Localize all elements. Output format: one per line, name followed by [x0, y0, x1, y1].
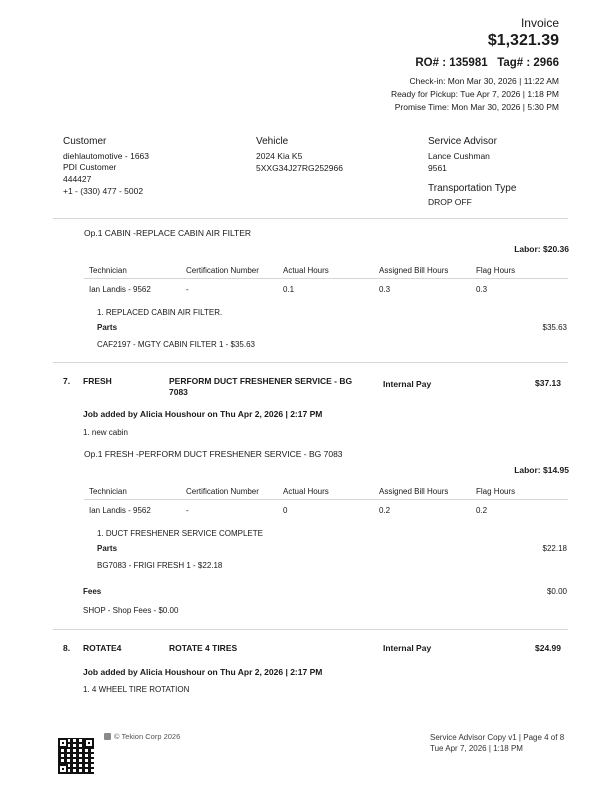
operation-line: Op.1 CABIN -REPLACE CABIN AIR FILTER — [84, 228, 252, 238]
job-number: 7. — [63, 376, 71, 386]
technician-header: Technician — [89, 487, 127, 496]
parts-label: Parts — [97, 544, 118, 553]
check-in-time: Check-in: Mon Mar 30, 2026 | 11:22 AM — [409, 76, 559, 86]
vehicle-vin: 5XXG34J27RG252966 — [256, 163, 343, 173]
customer-name: diehlautomotive - 1663 — [63, 151, 150, 161]
part-line: BG7083 - FRIGI FRESH 1 - $22.18 — [97, 561, 223, 570]
certification-number: - — [186, 285, 189, 294]
transportation-type-heading: Transportation Type — [428, 183, 517, 194]
flag-hours-header: Flag Hours — [476, 266, 516, 275]
actual-hours-header: Actual Hours — [283, 487, 329, 496]
actual-hours-header: Actual Hours — [283, 266, 329, 275]
invoice-total: $1,321.39 — [487, 32, 559, 49]
job-number: 8. — [63, 643, 71, 653]
assigned-hours: 0.2 — [379, 506, 391, 515]
pay-type: Internal Pay — [383, 643, 432, 653]
technician-name: Ian Landis - 9562 — [89, 285, 151, 294]
job-amount: $37.13 — [535, 378, 561, 388]
section-divider — [53, 362, 568, 363]
story-line: 1. DUCT FRESHENER SERVICE COMPLETE — [97, 529, 263, 538]
service-advisor-id: 9561 — [428, 163, 447, 173]
actual-hours: 0 — [283, 506, 288, 515]
job-code: ROTATE4 — [83, 643, 122, 653]
customer-phone: +1 - (330) 477 - 5002 — [63, 186, 144, 196]
assigned-hours: 0.3 — [379, 285, 391, 294]
fees-total: $0.00 — [546, 587, 567, 596]
ready-for-pickup-time: Ready for Pickup: Tue Apr 7, 2026 | 1:18 PM — [390, 89, 559, 99]
pay-type: Internal Pay — [383, 379, 432, 389]
flag-hours-header: Flag Hours — [476, 487, 516, 496]
assigned-hours-header: Assigned Bill Hours — [379, 487, 449, 496]
parts-total: $22.18 — [542, 544, 567, 553]
promise-time: Promise Time: Mon Mar 30, 2026 | 5:30 PM — [394, 102, 559, 112]
technician-name: Ian Landis - 9562 — [89, 506, 151, 515]
actual-hours: 0.1 — [283, 285, 295, 294]
transportation-type: DROP OFF — [428, 197, 472, 207]
service-advisor-name: Lance Cushman — [428, 151, 490, 161]
vehicle-heading: Vehicle — [256, 136, 289, 147]
fees-label: Fees — [83, 587, 102, 596]
labor-amount: Labor: $20.36 — [514, 244, 569, 254]
ro-tag-number: RO# : 135981 Tag# : 2966 — [415, 57, 559, 69]
labor-amount: Labor: $14.95 — [514, 465, 569, 475]
assigned-hours-header: Assigned Bill Hours — [379, 266, 449, 275]
flag-hours: 0.2 — [476, 506, 488, 515]
qr-code-icon — [58, 738, 94, 774]
copyright-text: © Tekion Corp 2026 — [114, 732, 181, 741]
job-added-by: Job added by Alicia Houshour on Thu Apr 2, 2026 | 2:17 PM — [83, 667, 323, 677]
service-advisor-heading: Service Advisor — [428, 136, 497, 147]
printed-timestamp: Tue Apr 7, 2026 | 1:18 PM — [430, 744, 523, 753]
copy-page-info: Service Advisor Copy v1 | Page 4 of 8 — [430, 733, 565, 742]
flag-hours: 0.3 — [476, 285, 488, 294]
job-added-by: Job added by Alicia Houshour on Thu Apr 2, 2026 | 2:17 PM — [83, 409, 323, 419]
table-divider — [84, 499, 568, 500]
table-divider — [84, 278, 568, 279]
vehicle-model: 2024 Kia K5 — [256, 151, 303, 161]
section-divider — [53, 629, 568, 630]
part-line: CAF2197 - MGTY CABIN FILTER 1 - $35.63 — [97, 340, 255, 349]
story-line: 1. REPLACED CABIN AIR FILTER. — [97, 308, 223, 317]
tekion-logo-icon — [104, 733, 111, 740]
section-divider — [53, 218, 568, 219]
operation-line: Op.1 FRESH -PERFORM DUCT FRESHENER SERVICE - BG 7083 — [84, 449, 343, 459]
job-code: FRESH — [83, 376, 112, 386]
concern-line: 1. new cabin — [83, 428, 128, 437]
job-description: PERFORM DUCT FRESHENER SERVICE - BG 7083 — [169, 376, 353, 397]
parts-total: $35.63 — [542, 323, 567, 332]
parts-label: Parts — [97, 323, 118, 332]
certification-header: Certification Number — [186, 266, 259, 275]
certification-number: - — [186, 506, 189, 515]
document-title: Invoice — [520, 16, 559, 30]
job-description: ROTATE 4 TIRES — [169, 643, 238, 653]
fee-line: SHOP - Shop Fees - $0.00 — [83, 606, 179, 615]
customer-type: PDI Customer — [63, 162, 117, 172]
customer-id: 444427 — [63, 174, 92, 184]
job-amount: $24.99 — [535, 643, 561, 653]
customer-heading: Customer — [63, 136, 107, 147]
certification-header: Certification Number — [186, 487, 259, 496]
concern-line: 1. 4 WHEEL TIRE ROTATION — [83, 685, 190, 694]
technician-header: Technician — [89, 266, 127, 275]
